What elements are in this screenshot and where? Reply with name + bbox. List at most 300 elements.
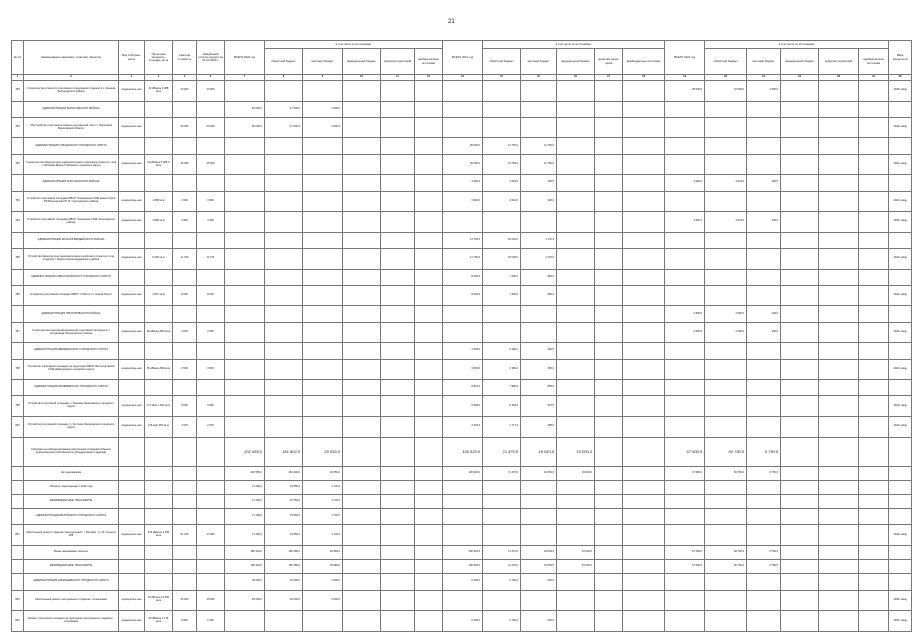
col-balance: Ожидаемый остаток средств на 01.01.2020 г.: [197, 41, 225, 75]
value-cell: [173, 466, 197, 480]
row-name-cell: АДМИНИСТРАЦИЯ КРАСНОГВАРДЕЙСКОГО РАЙОНА: [24, 232, 119, 248]
value-cell: 3 960: [173, 191, 197, 212]
value-cell: [173, 343, 197, 359]
value-cell: [173, 232, 197, 248]
value-cell: [265, 322, 303, 343]
value-cell: 18 983,0: [303, 560, 343, 574]
value-cell: [145, 306, 173, 322]
value-cell: 71 470,0: [483, 466, 521, 480]
value-cell: [265, 611, 303, 632]
value-cell: [557, 306, 595, 322]
value-cell: [343, 269, 381, 285]
value-cell: [781, 574, 819, 590]
value-cell: 22 кВ/мощ 6 388 кв.м: [145, 81, 173, 102]
value-cell: [665, 380, 705, 396]
value-cell: [521, 117, 557, 138]
value-cell: [889, 343, 912, 359]
value-cell: 60 750,0: [705, 546, 747, 560]
column-number: 14: [483, 75, 521, 81]
value-cell: [265, 212, 303, 233]
value-cell: [557, 175, 595, 191]
value-cell: 106 526,0: [443, 466, 483, 480]
value-cell: [415, 546, 443, 560]
value-cell: [483, 481, 521, 495]
value-cell: 2021г. ввод: [889, 396, 912, 417]
value-cell: [343, 560, 381, 574]
value-cell: 60 750,0: [705, 466, 747, 480]
value-cell: [819, 81, 859, 102]
value-cell: 3 960,0: [443, 175, 483, 191]
value-cell: [483, 81, 521, 102]
value-cell: [197, 175, 225, 191]
row-name-cell: АДМИНИСТРАЦИЯ АЛЕКСЕЕВСКОГО ГОРОДСКОГО ОКРУГА: [24, 574, 119, 590]
value-cell: [705, 285, 747, 306]
value-cell: [781, 560, 819, 574]
value-cell: [781, 481, 819, 495]
value-cell: муниципаль-ная: [119, 525, 145, 546]
value-cell: 3 960: [197, 191, 225, 212]
value-cell: 640,0: [521, 574, 557, 590]
value-cell: [119, 306, 145, 322]
table-row: [12, 396, 912, 417]
value-cell: [381, 343, 415, 359]
value-cell: 71 470,0: [483, 560, 521, 574]
value-cell: [197, 560, 225, 574]
value-cell: [557, 285, 595, 306]
value-cell: [265, 417, 303, 438]
value-cell: [819, 396, 859, 417]
value-cell: 2022г. ввод: [889, 212, 912, 233]
value-cell: [343, 154, 381, 175]
value-cell: [595, 560, 623, 574]
value-cell: [443, 117, 483, 138]
value-cell: муниципаль-ная: [119, 611, 145, 632]
value-cell: 6 750,0: [747, 546, 781, 560]
value-cell: [665, 611, 705, 632]
row-number-cell: [12, 175, 24, 191]
row-name-cell: МЕЖБЮДЖЕТНЫЕ ТРАНСФЕРТЫ: [24, 495, 119, 509]
value-cell: [303, 249, 343, 270]
value-cell: [781, 525, 819, 546]
src-header: федеральный бюджет: [343, 49, 381, 75]
value-cell: муниципаль-ная: [119, 396, 145, 417]
subtotal-row: [12, 546, 912, 560]
value-cell: [343, 525, 381, 546]
value-cell: [665, 138, 705, 154]
value-cell: 5 806: [197, 396, 225, 417]
value-cell: [747, 574, 781, 590]
value-cell: [889, 269, 912, 285]
value-cell: [145, 546, 173, 560]
value-cell: [557, 611, 595, 632]
value-cell: [859, 191, 889, 212]
value-cell: [819, 495, 859, 509]
value-cell: [225, 249, 265, 270]
value-cell: [225, 285, 265, 306]
row-number-cell: [12, 481, 24, 495]
value-cell: [665, 101, 705, 117]
value-cell: [747, 380, 781, 396]
value-cell: [415, 359, 443, 380]
value-cell: [705, 138, 747, 154]
value-cell: [705, 574, 747, 590]
value-cell: 3 500,0: [443, 359, 483, 380]
value-cell: 240,0: [747, 322, 781, 343]
value-cell: [303, 191, 343, 212]
value-cell: [343, 437, 381, 466]
value-cell: [119, 232, 145, 248]
value-cell: 17 282,0: [225, 525, 265, 546]
value-cell: [119, 380, 145, 396]
row-name-cell: АДМИНИСТРАЦИЯ ЯКОВЛЕВСКОГО ГОРОДСКОГО ОКРУГА: [24, 380, 119, 396]
value-cell: 5 760,0: [483, 611, 521, 632]
value-cell: [303, 81, 343, 102]
value-cell: 71 470,0: [483, 546, 521, 560]
value-cell: [225, 322, 265, 343]
value-cell: [557, 138, 595, 154]
src-header: местный бюджет: [747, 49, 781, 75]
value-cell: [705, 495, 747, 509]
value-cell: [173, 560, 197, 574]
value-cell: [521, 306, 557, 322]
row-name-cell: Устройство спортивной площадки МБОУ "Анновская СОШ" Корочанского района: [24, 212, 119, 233]
value-cell: [747, 285, 781, 306]
value-cell: 2 975: [197, 417, 225, 438]
row-number-cell: [12, 495, 24, 509]
src-header: внебюд-жетные источники: [415, 49, 443, 75]
value-cell: 2021г. ввод: [889, 191, 912, 212]
value-cell: [819, 343, 859, 359]
value-cell: [415, 322, 443, 343]
value-cell: 336,0: [521, 175, 557, 191]
value-cell: [623, 138, 665, 154]
value-cell: [623, 495, 665, 509]
value-cell: [381, 380, 415, 396]
value-cell: [557, 380, 595, 396]
value-cell: [747, 509, 781, 525]
value-cell: [173, 495, 197, 509]
row-name-cell: За содержанием: [24, 466, 119, 480]
value-cell: [145, 117, 173, 138]
value-cell: [595, 212, 623, 233]
value-cell: [859, 175, 889, 191]
value-cell: [781, 343, 819, 359]
value-cell: 20 653,0: [303, 466, 343, 480]
value-cell: [343, 611, 381, 632]
value-cell: 3 150,0: [483, 359, 521, 380]
value-cell: [443, 509, 483, 525]
value-cell: 5 200 кв.м: [145, 249, 173, 270]
value-cell: 17 282,0: [225, 509, 265, 525]
col-capacity: Проектная мощность, площадь, кв. м: [145, 41, 173, 75]
value-cell: [557, 81, 595, 102]
value-cell: [415, 509, 443, 525]
value-cell: [415, 138, 443, 154]
value-cell: [623, 359, 665, 380]
value-cell: [557, 117, 595, 138]
value-cell: [119, 138, 145, 154]
value-cell: [557, 249, 595, 270]
value-cell: [303, 154, 343, 175]
value-cell: [819, 285, 859, 306]
value-cell: [595, 154, 623, 175]
value-cell: 10 530,0: [483, 232, 521, 248]
value-cell: [415, 117, 443, 138]
column-number: 9: [303, 75, 343, 81]
value-cell: [595, 574, 623, 590]
value-cell: [889, 437, 912, 466]
value-cell: [819, 590, 859, 611]
value-cell: 11 700: [173, 249, 197, 270]
row-name-cell: АДМИНИСТРАЦИЯ ГУБКИНСКОГО ГОРОДСКОГО ОКРУГА: [24, 138, 119, 154]
value-cell: [557, 343, 595, 359]
value-cell: 8 000,0: [443, 269, 483, 285]
value-cell: [119, 466, 145, 480]
value-cell: [623, 481, 665, 495]
row-name-cell: АДМИНИСТРАЦИЯ КОРОЧАНСКОГО РАЙОНА: [24, 175, 119, 191]
value-cell: [443, 101, 483, 117]
value-cell: [483, 509, 521, 525]
value-cell: [145, 560, 173, 574]
value-cell: [483, 525, 521, 546]
value-cell: [303, 306, 343, 322]
value-cell: [623, 611, 665, 632]
value-cell: [415, 269, 443, 285]
value-cell: [859, 138, 889, 154]
value-cell: [705, 101, 747, 117]
value-cell: 22 500,0: [705, 81, 747, 102]
value-cell: [225, 306, 265, 322]
value-cell: 50 000,0: [225, 101, 265, 117]
value-cell: [145, 481, 173, 495]
value-cell: [819, 138, 859, 154]
value-cell: 5 806,0: [443, 396, 483, 417]
value-cell: [781, 191, 819, 212]
value-cell: 67 500,0: [665, 560, 705, 574]
value-cell: 2 500,0: [303, 574, 343, 590]
value-cell: [119, 574, 145, 590]
value-cell: [381, 495, 415, 509]
value-cell: [819, 306, 859, 322]
value-cell: [415, 81, 443, 102]
value-cell: [781, 417, 819, 438]
value-cell: 5 760,0: [483, 574, 521, 590]
value-cell: [443, 81, 483, 102]
value-cell: 2020г. ввод: [889, 117, 912, 138]
value-cell: [225, 212, 265, 233]
value-cell: [381, 138, 415, 154]
value-cell: [483, 212, 521, 233]
value-cell: [705, 481, 747, 495]
value-cell: [521, 81, 557, 102]
value-cell: [343, 574, 381, 590]
value-cell: [415, 249, 443, 270]
row-name-cell: Устройство физкультурно-оздоровительного комплекса открытого типа (стадион) г. Бирюч Красногвардейского района: [24, 249, 119, 270]
value-cell: 15 000,0: [557, 560, 595, 574]
value-cell: [595, 191, 623, 212]
value-cell: 5 269,0: [483, 396, 521, 417]
value-cell: 1 170,0: [521, 249, 557, 270]
value-cell: [747, 481, 781, 495]
value-cell: 25 000: [197, 590, 225, 611]
value-cell: [119, 175, 145, 191]
value-cell: 855,0: [521, 380, 557, 396]
value-cell: [415, 466, 443, 480]
value-cell: [557, 322, 595, 343]
value-cell: [859, 269, 889, 285]
value-cell: 47 500,0: [265, 117, 303, 138]
value-cell: 1 808 кв.м: [145, 212, 173, 233]
value-cell: [443, 525, 483, 546]
value-cell: [265, 285, 303, 306]
value-cell: 2 560,0: [705, 306, 747, 322]
value-cell: [781, 590, 819, 611]
value-cell: [443, 212, 483, 233]
row-number-cell: 780: [12, 81, 24, 102]
value-cell: 18 983,0: [303, 546, 343, 560]
value-cell: [623, 546, 665, 560]
src-header: средства территорий: [819, 49, 859, 75]
value-cell: [557, 396, 595, 417]
value-cell: 1 732,0: [303, 481, 343, 495]
value-cell: 25 500,0: [443, 138, 483, 154]
value-cell: [781, 138, 819, 154]
value-cell: [623, 590, 665, 611]
value-cell: [197, 343, 225, 359]
value-cell: [781, 154, 819, 175]
value-cell: 2021г. ввод: [889, 154, 912, 175]
value-cell: [381, 101, 415, 117]
value-cell: [415, 212, 443, 233]
table-header: [12, 41, 912, 81]
value-cell: [557, 212, 595, 233]
column-number: 19: [665, 75, 705, 81]
value-cell: [415, 396, 443, 417]
value-cell: [265, 343, 303, 359]
value-cell: муниципаль-ная: [119, 117, 145, 138]
value-cell: 3 150,0: [483, 343, 521, 359]
value-cell: [747, 525, 781, 546]
value-cell: [343, 495, 381, 509]
value-cell: [819, 574, 859, 590]
value-cell: [381, 611, 415, 632]
row-number-cell: [12, 560, 24, 574]
value-cell: [859, 117, 889, 138]
value-cell: [343, 306, 381, 322]
row-number-cell: 781: [12, 117, 24, 138]
value-cell: [595, 285, 623, 306]
value-cell: [747, 101, 781, 117]
value-cell: [819, 154, 859, 175]
value-cell: 19 053,0: [521, 560, 557, 574]
value-cell: 135 кв/м 952 кв.м: [145, 417, 173, 438]
value-cell: 350,0: [521, 343, 557, 359]
value-cell: [343, 466, 381, 480]
value-cell: [595, 306, 623, 322]
row-name-cell: АДМИНИСТРАЦИЯ НОВООСКОЛЬСКОГО ГОРОДСКОГО ОКРУГА: [24, 269, 119, 285]
value-cell: [225, 359, 265, 380]
value-cell: [197, 101, 225, 117]
value-cell: [859, 466, 889, 480]
value-cell: 19 053,0: [521, 437, 557, 466]
value-cell: 2 500,0: [747, 81, 781, 102]
value-cell: 7 200,0: [483, 269, 521, 285]
value-cell: [623, 306, 665, 322]
value-cell: [781, 322, 819, 343]
table-row: [12, 525, 912, 546]
value-cell: 11 700,0: [443, 249, 483, 270]
value-cell: 2021г. ввод: [889, 249, 912, 270]
value-cell: 20 653,0: [303, 437, 343, 466]
value-cell: [145, 175, 173, 191]
value-cell: 71 470,0: [483, 437, 521, 466]
value-cell: 166 350,0: [265, 560, 303, 574]
value-cell: [343, 101, 381, 117]
column-number: 20: [705, 75, 747, 81]
row-name-cell: Обустройство спортивного парка в центральной части п. Борисовка Борисовской области: [24, 117, 119, 138]
value-cell: [265, 306, 303, 322]
value-cell: [595, 481, 623, 495]
value-cell: [145, 232, 173, 248]
value-cell: 12 750,0: [483, 138, 521, 154]
value-cell: [173, 509, 197, 525]
table-row: [12, 611, 912, 632]
value-cell: [343, 380, 381, 396]
value-cell: [145, 574, 173, 590]
value-cell: [415, 560, 443, 574]
value-cell: [197, 380, 225, 396]
value-cell: [747, 590, 781, 611]
value-cell: [173, 546, 197, 560]
value-cell: 6 856: [173, 611, 197, 632]
value-cell: [265, 154, 303, 175]
value-cell: [595, 417, 623, 438]
value-cell: [343, 175, 381, 191]
value-cell: 67 500,0: [665, 466, 705, 480]
value-cell: [623, 117, 665, 138]
value-cell: [415, 495, 443, 509]
value-cell: [819, 175, 859, 191]
value-cell: [859, 396, 889, 417]
value-cell: [173, 101, 197, 117]
value-cell: 2 500,0: [303, 590, 343, 611]
value-cell: [225, 343, 265, 359]
value-cell: [415, 343, 443, 359]
row-number-cell: 784: [12, 212, 24, 233]
value-cell: [623, 81, 665, 102]
value-cell: [705, 525, 747, 546]
value-cell: [623, 232, 665, 248]
value-cell: [443, 306, 483, 322]
value-cell: [381, 175, 415, 191]
value-cell: [747, 495, 781, 509]
value-cell: [119, 509, 145, 525]
value-cell: муниципаль-ная: [119, 590, 145, 611]
row-number-cell: 787: [12, 322, 24, 343]
value-cell: [747, 417, 781, 438]
value-cell: [705, 117, 747, 138]
value-cell: [415, 101, 443, 117]
value-cell: 1 170,0: [521, 232, 557, 248]
value-cell: [859, 101, 889, 117]
value-cell: 19 053,0: [521, 546, 557, 560]
value-cell: [381, 525, 415, 546]
col-commission: Ввод мощностей: [889, 41, 912, 75]
value-cell: 64 кВ/мощ 6 083,3 кв.м: [145, 154, 173, 175]
value-cell: [303, 285, 343, 306]
value-cell: 202 555,0: [225, 437, 265, 466]
value-cell: [623, 175, 665, 191]
